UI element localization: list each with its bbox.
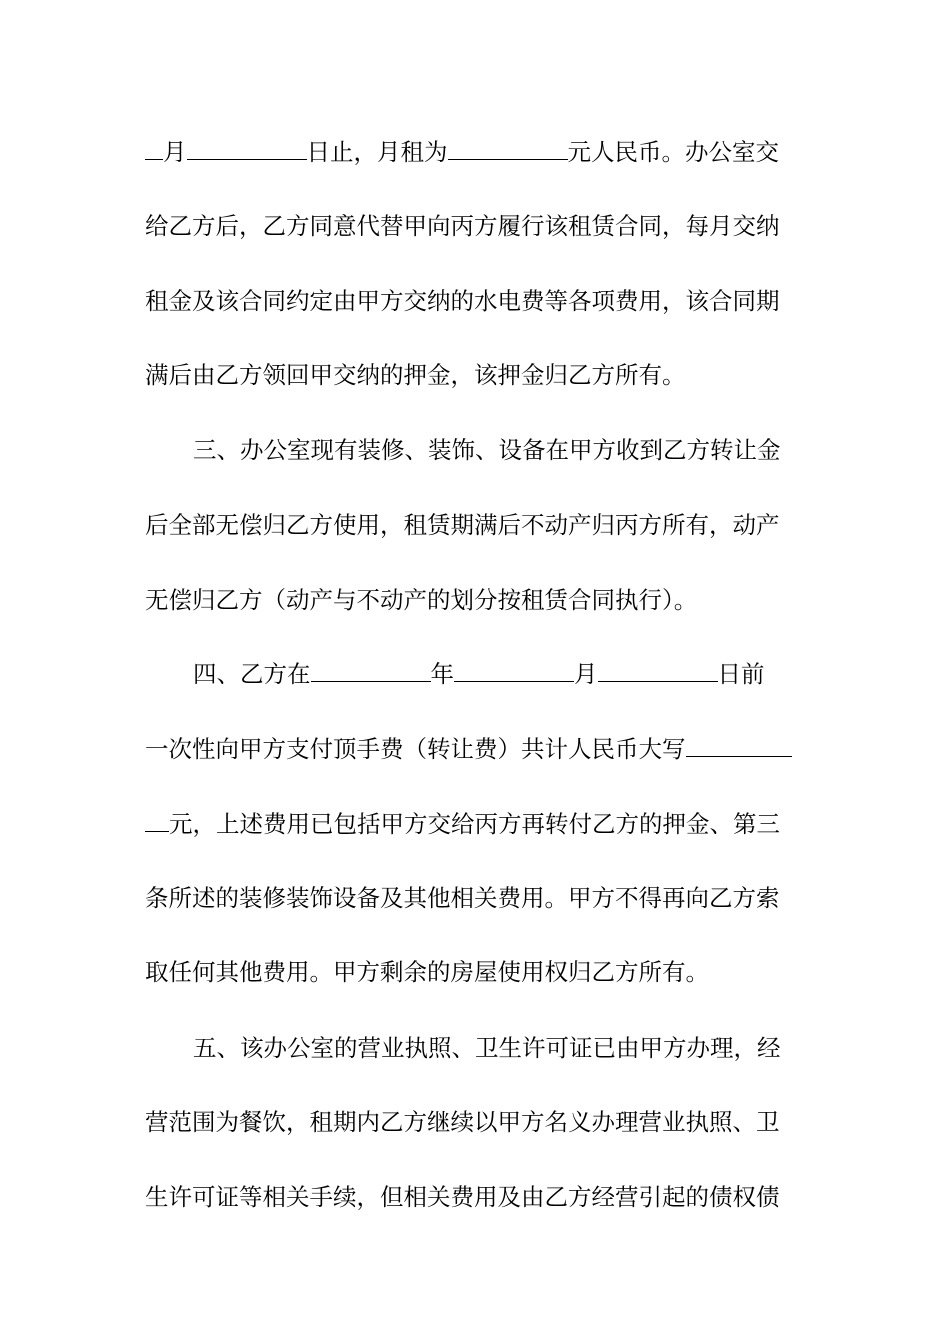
text-segment: 日前 [717,660,765,688]
text-line-11: 条所述的装修装饰设备及其他相关费用。甲方不得再向乙方索 [145,884,780,912]
text-line-9 [145,729,810,769]
text-segment: 元人民币。办公室交 [567,138,779,166]
text-segment: 月 [163,138,187,166]
paragraph-three-start: 三、办公室现有装修、装饰、设备在甲方收到乙方转让金 [193,436,781,464]
paragraph-five-start: 五、该办公室的营业执照、卫生许可证已由甲方办理，经 [193,1034,781,1062]
text-line-7: 无偿归乙方（动产与不动产的划分按租赁合同执行）。 [145,586,698,614]
blank-field [598,659,718,682]
blank-field [187,137,307,160]
blank-field [686,734,792,757]
paragraph-four-start [145,654,810,694]
text-line-15: 生许可证等相关手续，但相关费用及由乙方经营引起的债权债 [145,1183,780,1211]
blank-field [145,809,169,832]
text-segment: 日止，月租为 [306,138,448,166]
text-segment: 一次性向甲方支付顶手费（转让费）共计人民币大写 [145,735,686,763]
text-line-14: 营范围为餐饮，租期内乙方继续以甲方名义办理营业执照、卫 [145,1108,780,1136]
text-segment: 月 [574,660,598,688]
blank-field [311,659,431,682]
text-segment: 元，上述费用已包括甲方交给丙方再转付乙方的押金、第三 [169,810,780,838]
text-line-2: 给乙方后，乙方同意代替甲向丙方履行该租赁合同，每月交纳 [145,212,780,240]
text-line-12: 取任何其他费用。甲方剩余的房屋使用权归乙方所有。 [145,958,709,986]
text-line-1 [145,132,810,172]
blank-field [454,659,574,682]
blank-field [448,137,568,160]
text-line-3: 租金及该合同约定由甲方交纳的水电费等各项费用，该合同期 [145,287,780,315]
blank-field [145,137,163,160]
text-segment: 年 [430,660,454,688]
text-line-4: 满后由乙方领回甲交纳的押金，该押金归乙方所有。 [145,361,686,389]
text-line-10 [145,804,810,844]
text-segment: 四、乙方在 [193,660,311,688]
text-line-6: 后全部无偿归乙方使用，租赁期满后不动产归丙方所有，动产 [145,511,780,539]
